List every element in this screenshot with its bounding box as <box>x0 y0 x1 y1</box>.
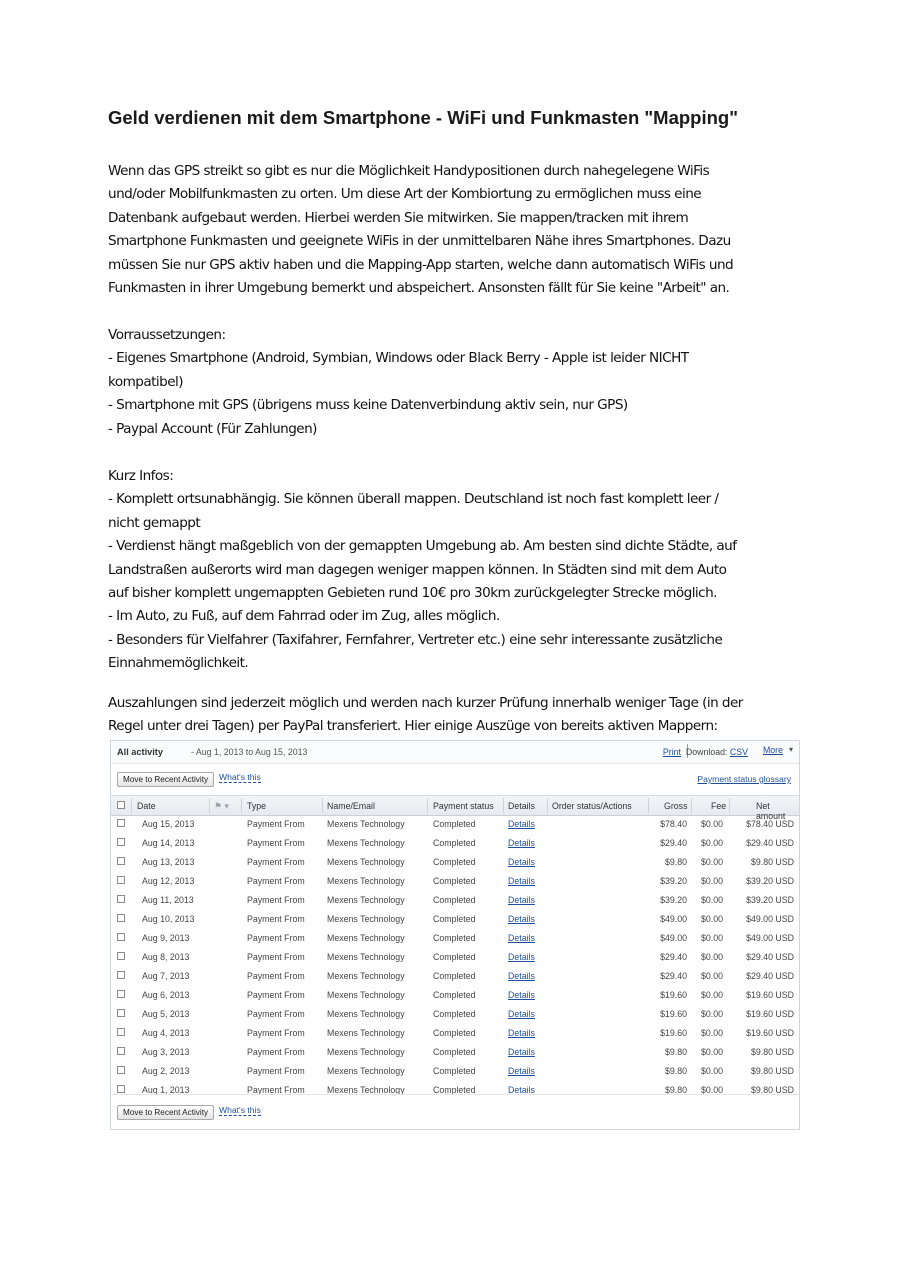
cell-gross: $9.80 <box>664 857 687 867</box>
activity-heading: All activity <box>117 747 163 757</box>
cell-status: Completed <box>433 895 476 905</box>
divider <box>322 798 323 813</box>
flag-icon[interactable]: ⚑ ▾ <box>214 801 229 811</box>
cell-type: Payment From <box>247 876 305 886</box>
download-group <box>686 747 748 757</box>
cell-date: Aug 10, 2013 <box>142 914 195 924</box>
cell-name: Mexens Technology <box>327 857 405 867</box>
cell-type: Payment From <box>247 1028 305 1038</box>
cell-net: $49.00 USD <box>746 933 794 943</box>
date-range: - Aug 1, 2013 to Aug 15, 2013 <box>191 747 308 757</box>
cell-type: Payment From <box>247 857 305 867</box>
divider <box>691 798 692 813</box>
cell-date: Aug 4, 2013 <box>142 1028 190 1038</box>
cell-net: $19.60 USD <box>746 1009 794 1019</box>
whats-this-link[interactable]: What's this <box>219 1105 261 1115</box>
cell-date: Aug 5, 2013 <box>142 1009 190 1019</box>
cell-date: Aug 7, 2013 <box>142 971 190 981</box>
table-row <box>111 852 799 871</box>
cell-name: Mexens Technology <box>327 914 405 924</box>
cell-status: Completed <box>433 1066 476 1076</box>
text-line: müssen Sie nur GPS aktiv haben und die Mapping-App starten, welche dann automatisch WiFis und <box>108 256 734 273</box>
cell-date: Aug 3, 2013 <box>142 1047 190 1057</box>
cell-status: Completed <box>433 857 476 867</box>
cell-fee: $0.00 <box>700 1085 723 1095</box>
table-row <box>111 928 799 947</box>
table-row <box>111 966 799 985</box>
cell-status: Completed <box>433 819 476 829</box>
cell-details[interactable]: Details <box>508 819 535 829</box>
text-line: - Verdienst hängt maßgeblich von der gemappten Umgebung ab. Am besten sind dichte Städte, auf <box>108 538 737 555</box>
cell-details[interactable]: Details <box>508 990 535 1000</box>
cell-name: Mexens Technology <box>327 1047 405 1057</box>
table-row <box>111 1042 799 1061</box>
intro-paragraph <box>108 160 808 300</box>
cell-name: Mexens Technology <box>327 838 405 848</box>
cell-type: Payment From <box>247 1047 305 1057</box>
cell-details[interactable]: Details <box>508 933 535 943</box>
text-line: - Im Auto, zu Fuß, auf dem Fahrrad oder im Zug, alles möglich. <box>108 608 500 625</box>
cell-gross: $29.40 <box>660 971 687 981</box>
table-row <box>111 814 799 833</box>
cell-net: $19.60 USD <box>746 1028 794 1038</box>
cell-gross: $29.40 <box>660 952 687 962</box>
text-line: nicht gemappt <box>108 514 201 531</box>
column-header-gross[interactable]: Gross <box>664 801 688 811</box>
cell-date: Aug 6, 2013 <box>142 990 190 1000</box>
cell-gross: $78.40 <box>660 819 687 829</box>
cell-net: $29.40 USD <box>746 952 794 962</box>
cell-gross: $29.40 <box>660 838 687 848</box>
cell-date: Aug 8, 2013 <box>142 952 190 962</box>
cell-gross: $9.80 <box>664 1085 687 1095</box>
info-paragraph <box>108 465 808 676</box>
move-to-recent-button[interactable]: Move to Recent Activity <box>117 1105 214 1120</box>
print-link[interactable]: Print <box>662 747 681 757</box>
cell-details[interactable]: Details <box>508 1028 535 1038</box>
column-header-name[interactable]: Name/Email <box>327 801 375 811</box>
cell-details[interactable]: Details <box>508 1066 535 1076</box>
text-line: - Komplett ortsunabhängig. Sie können überall mappen. Deutschland ist noch fast komplett leer / <box>108 491 719 508</box>
divider <box>427 798 428 813</box>
cell-fee: $0.00 <box>700 1028 723 1038</box>
divider <box>131 798 132 813</box>
row-checkbox[interactable] <box>117 1028 125 1036</box>
table-row <box>111 909 799 928</box>
cell-fee: $0.00 <box>700 971 723 981</box>
table-row <box>111 1023 799 1042</box>
cell-net: $19.60 USD <box>746 990 794 1000</box>
row-checkbox[interactable] <box>117 971 125 979</box>
column-header-date[interactable]: Date <box>137 801 156 811</box>
cell-name: Mexens Technology <box>327 971 405 981</box>
table-row <box>111 985 799 1004</box>
cell-fee: $0.00 <box>700 914 723 924</box>
cell-gross: $49.00 <box>660 914 687 924</box>
table-row <box>111 871 799 890</box>
row-checkbox[interactable] <box>117 819 125 827</box>
row-checkbox[interactable] <box>117 1009 125 1017</box>
cell-status: Completed <box>433 933 476 943</box>
divider <box>209 798 210 813</box>
cell-net: $29.40 USD <box>746 838 794 848</box>
cell-net: $9.80 USD <box>750 1047 794 1057</box>
cell-date: Aug 15, 2013 <box>142 819 195 829</box>
cell-fee: $0.00 <box>700 1009 723 1019</box>
cell-name: Mexens Technology <box>327 933 405 943</box>
cell-details[interactable]: Details <box>508 952 535 962</box>
cell-name: Mexens Technology <box>327 819 405 829</box>
cell-type: Payment From <box>247 1085 305 1095</box>
cell-gross: $39.20 <box>660 876 687 886</box>
cell-name: Mexens Technology <box>327 1085 405 1095</box>
cell-type: Payment From <box>247 971 305 981</box>
activity-footer <box>111 1094 799 1129</box>
select-all-checkbox[interactable] <box>117 801 125 809</box>
move-to-recent-button[interactable]: Move to Recent Activity <box>117 772 214 787</box>
cell-status: Completed <box>433 1047 476 1057</box>
more-dropdown[interactable]: More ▾ <box>763 745 791 755</box>
cell-fee: $0.00 <box>700 1066 723 1076</box>
cell-type: Payment From <box>247 1009 305 1019</box>
download-label: Download: <box>685 747 728 757</box>
cell-net: $9.80 USD <box>750 1085 794 1095</box>
text-line: - Paypal Account (Für Zahlungen) <box>108 420 317 437</box>
cell-details[interactable]: Details <box>508 876 535 886</box>
cell-status: Completed <box>433 1085 476 1095</box>
cell-details[interactable]: Details <box>508 914 535 924</box>
cell-fee: $0.00 <box>700 838 723 848</box>
cell-type: Payment From <box>247 1066 305 1076</box>
column-header-details[interactable]: Details <box>508 801 535 811</box>
cell-date: Aug 11, 2013 <box>142 895 194 905</box>
cell-net: $39.20 USD <box>746 895 794 905</box>
cell-details[interactable]: Details <box>508 1047 535 1057</box>
row-checkbox[interactable] <box>117 876 125 884</box>
row-checkbox[interactable] <box>117 1085 125 1093</box>
cell-details[interactable]: Details <box>508 1009 535 1019</box>
cell-name: Mexens Technology <box>327 895 405 905</box>
text-line: Auszahlungen sind jederzeit möglich und werden nach kurzer Prüfung innerhalb weniger Tage (in der <box>108 695 743 711</box>
row-checkbox[interactable] <box>117 914 125 922</box>
section-heading: Kurz Infos: <box>108 468 174 484</box>
cell-status: Completed <box>433 1028 476 1038</box>
column-header-fee[interactable]: Fee <box>711 801 727 811</box>
row-checkbox[interactable] <box>117 838 125 846</box>
cell-name: Mexens Technology <box>327 1066 405 1076</box>
table-row <box>111 1004 799 1023</box>
cell-gross: $9.80 <box>664 1047 687 1057</box>
text-line: auf bisher komplett ungemappten Gebieten rund 10€ pro 30km zurückgelegter Strecke möglich. <box>108 584 717 601</box>
cell-fee: $0.00 <box>700 1047 723 1057</box>
text-line: und/oder Mobilfunkmasten zu orten. Um diese Art der Kombiortung zu ermöglichen muss eine <box>108 186 702 203</box>
cell-status: Completed <box>433 990 476 1000</box>
cell-name: Mexens Technology <box>327 1009 405 1019</box>
column-header-status[interactable]: Payment status <box>433 801 494 811</box>
text-line: Regel unter drei Tagen) per PayPal transferiert. Hier einige Auszüge von bereits aktiven Mappern: <box>108 718 718 735</box>
whats-this-link[interactable]: What's this <box>219 772 261 782</box>
row-checkbox[interactable] <box>117 990 125 998</box>
row-checkbox[interactable] <box>117 1066 125 1074</box>
cell-gross: $19.60 <box>660 1028 687 1038</box>
cell-date: Aug 1, 2013 <box>142 1085 190 1095</box>
column-header-net-amount[interactable]: Net amount <box>756 801 786 821</box>
text-line: - Besonders für Vielfahrer (Taxifahrer, Fernfahrer, Vertreter etc.) eine sehr interessante zusätzliche <box>108 631 723 648</box>
text-line: Wenn das GPS streikt so gibt es nur die Möglichkeit Handypositionen durch nahegelegene WiFis <box>108 163 710 179</box>
cell-fee: $0.00 <box>700 933 723 943</box>
cell-fee: $0.00 <box>700 857 723 867</box>
cell-type: Payment From <box>247 933 305 943</box>
table-row <box>111 947 799 966</box>
cell-type: Payment From <box>247 952 305 962</box>
text-line: Datenbank aufgebaut werden. Hierbei werden Sie mitwirken. Sie mappen/tracken mit ihrem <box>108 209 689 226</box>
cell-type: Payment From <box>247 914 305 924</box>
text-line: - Eigenes Smartphone (Android, Symbian, Windows oder Black Berry - Apple ist leider NICHT <box>108 350 689 367</box>
text-line: - Smartphone mit GPS (übrigens muss keine Datenverbindung aktiv sein, nur GPS) <box>108 397 628 414</box>
cell-date: Aug 9, 2013 <box>142 933 190 943</box>
table-row <box>111 833 799 852</box>
cell-status: Completed <box>433 1009 476 1019</box>
cell-net: $78.40 USD <box>746 819 794 829</box>
cell-status: Completed <box>433 971 476 981</box>
table-header <box>111 795 799 821</box>
cell-gross: $39.20 <box>660 895 687 905</box>
cell-status: Completed <box>433 914 476 924</box>
cell-net: $49.00 USD <box>746 914 794 924</box>
text-line: Landstraßen außerorts wird man dagegen weniger mappen können. In Städten sind mit dem Auto <box>108 561 727 578</box>
cell-date: Aug 2, 2013 <box>142 1066 190 1076</box>
table-row <box>111 1061 799 1080</box>
cell-gross: $19.60 <box>660 1009 687 1019</box>
page-title: Geld verdienen mit dem Smartphone - WiFi und Funkmasten "Mapping" <box>108 107 738 128</box>
column-header-order-status[interactable]: Order status/Actions <box>552 801 632 811</box>
divider <box>503 798 504 813</box>
cell-status: Completed <box>433 876 476 886</box>
cell-details[interactable]: Details <box>508 857 535 867</box>
row-checkbox[interactable] <box>117 933 125 941</box>
cell-name: Mexens Technology <box>327 876 405 886</box>
requirements-paragraph <box>108 324 808 441</box>
cell-status: Completed <box>433 952 476 962</box>
cell-type: Payment From <box>247 990 305 1000</box>
cell-fee: $0.00 <box>700 952 723 962</box>
divider <box>547 798 548 813</box>
cell-date: Aug 13, 2013 <box>142 857 195 867</box>
payment-status-glossary-link[interactable]: Payment status glossary <box>697 774 791 784</box>
row-checkbox[interactable] <box>117 895 125 903</box>
table-row <box>111 890 799 909</box>
cell-details[interactable]: Details <box>508 838 535 848</box>
cell-gross: $49.00 <box>660 933 687 943</box>
section-heading: Vorraussetzungen: <box>108 327 226 343</box>
column-header-type[interactable]: Type <box>247 801 267 811</box>
cell-fee: $0.00 <box>700 990 723 1000</box>
cell-net: $9.80 USD <box>750 1066 794 1076</box>
cell-date: Aug 14, 2013 <box>142 838 195 848</box>
text-line: Funkmasten in ihrer Umgebung bemerkt und abspeichert. Ansonsten fällt für Sie keine "Arbeit" an. <box>108 279 730 296</box>
cell-name: Mexens Technology <box>327 952 405 962</box>
cell-net: $29.40 USD <box>746 971 794 981</box>
cell-type: Payment From <box>247 838 305 848</box>
row-checkbox[interactable] <box>117 1047 125 1055</box>
paypal-activity-screenshot <box>110 740 800 1130</box>
cell-details[interactable]: Details <box>508 971 535 981</box>
cell-details[interactable]: Details <box>508 895 535 905</box>
cell-fee: $0.00 <box>700 895 723 905</box>
cell-name: Mexens Technology <box>327 1028 405 1038</box>
text-line: Smartphone Funkmasten und geeignete WiFis in der unmittelbaren Nähe ihres Smartphones. Dazu <box>108 233 731 250</box>
cell-fee: $0.00 <box>700 876 723 886</box>
cell-fee: $0.00 <box>700 819 723 829</box>
csv-link[interactable]: CSV <box>729 747 748 757</box>
row-checkbox[interactable] <box>117 857 125 865</box>
payout-paragraph <box>108 692 808 739</box>
cell-gross: $19.60 <box>660 990 687 1000</box>
cell-name: Mexens Technology <box>327 990 405 1000</box>
cell-type: Payment From <box>247 895 305 905</box>
cell-net: $39.20 USD <box>746 876 794 886</box>
cell-status: Completed <box>433 838 476 848</box>
divider <box>648 798 649 813</box>
cell-type: Payment From <box>247 819 305 829</box>
cell-date: Aug 12, 2013 <box>142 876 195 886</box>
cell-gross: $9.80 <box>664 1066 687 1076</box>
row-checkbox[interactable] <box>117 952 125 960</box>
activity-header <box>111 741 799 764</box>
cell-net: $9.80 USD <box>750 857 794 867</box>
text-line: Einnahmemöglichkeit. <box>108 655 249 672</box>
divider <box>241 798 242 813</box>
divider <box>729 798 730 813</box>
cell-details[interactable]: Details <box>508 1085 535 1095</box>
text-line: kompatibel) <box>108 373 184 390</box>
